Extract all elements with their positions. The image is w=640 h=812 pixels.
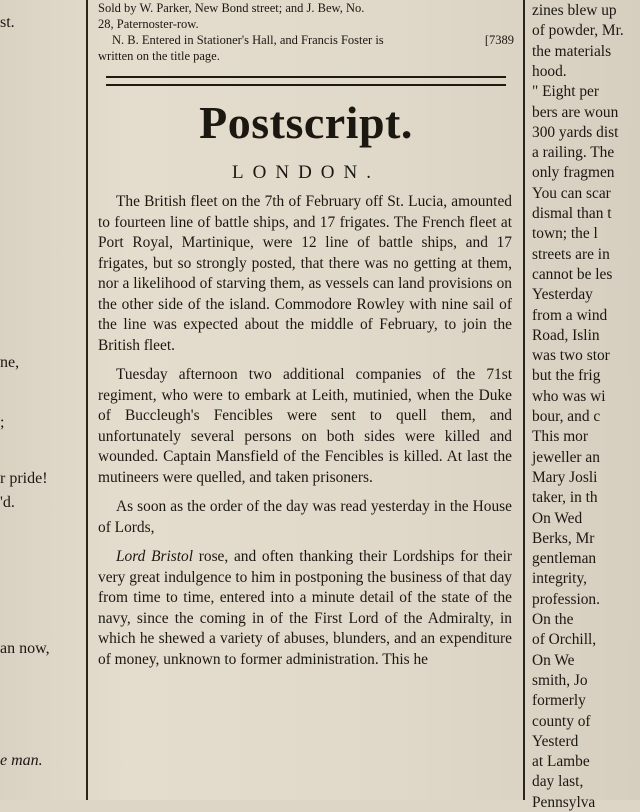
paragraph-3: As soon as the order of the day was read yesterday in the House of Lords, xyxy=(98,498,512,536)
right-fragment: profession. xyxy=(532,590,600,608)
right-fragment: town; the l xyxy=(532,225,598,243)
right-fragment: of powder, Mr. xyxy=(532,22,624,40)
right-fragment: On We xyxy=(532,651,575,669)
left-fragment: an now, xyxy=(0,640,50,657)
left-fragment: e man. xyxy=(0,752,43,769)
colophon xyxy=(98,0,516,64)
right-fragment: Berks, Mr xyxy=(532,529,595,547)
paragraph-2: Tuesday afternoon two additional companies of the 71st regiment, who were to embark at Leith, mutinied, when the Duke of Buccleugh's Fencibles were sent to quell them, and unfortunately several persons on both sides were killed and wounded. Captain Mansfield of the Fencibles is killed. At last the mutineers were quelled, and taken prisoners. xyxy=(98,366,512,486)
right-fragment: This mor xyxy=(532,428,589,446)
right-fragment: of Orchill, xyxy=(532,631,597,649)
right-fragment: who was wi xyxy=(532,387,606,405)
right-fragment: a railing. The xyxy=(532,144,615,162)
left-fragment: ; xyxy=(0,414,5,431)
right-fragment: " Eight per xyxy=(532,83,599,101)
right-fragment: smith, Jo xyxy=(532,671,588,689)
paragraph-4 xyxy=(98,547,512,670)
right-fragment: 300 yards dist xyxy=(532,123,619,141)
right-fragment: only fragmen xyxy=(532,164,615,182)
right-fragment: Mary Josli xyxy=(532,468,598,486)
right-fragment: You can scar xyxy=(532,184,611,202)
colophon-line-1: Sold by W. Parker, New Bond street; and J. Bew, No. xyxy=(98,1,365,15)
column-rule-left xyxy=(86,0,88,800)
right-fragment: at Lambe xyxy=(532,753,590,771)
right-fragment: county of xyxy=(532,712,591,730)
right-fragment: was two stor xyxy=(532,347,610,365)
right-fragment: Yesterday xyxy=(532,286,593,304)
right-fragment: Yesterd xyxy=(532,732,579,750)
paragraph-1: The British fleet on the 7th of February off St. Lucia, amounted to fourteen line of battle ships, and 17 frigates. The French fleet at Port Royal, Martinique, were 12 line of battle ships, and 17 frigates, but so strongly posted, that there was no getting at them, nor a likelihood of starving them, as vessels can land provisions on the other side of the island. Commodore Rowley with nine sail of the line was expected about the middle of February, to join the British fleet. xyxy=(98,193,512,354)
speaker-name: Lord Bristol xyxy=(116,548,194,565)
right-fragment: Pennsylva xyxy=(532,793,596,811)
colophon-line-3: N. B. Entered in Stationer's Hall, and Francis Foster is xyxy=(112,33,384,47)
right-column xyxy=(528,0,640,811)
right-fragment: the materials xyxy=(532,42,612,60)
right-fragment: zines blew up xyxy=(532,2,617,19)
right-fragment: but the frig xyxy=(532,367,601,385)
right-fragment: streets are in xyxy=(532,245,610,263)
main-column xyxy=(92,0,520,800)
right-fragment: bour, and c xyxy=(532,408,601,425)
colophon-line-4: written on the title page. xyxy=(98,49,220,63)
paragraph-4-text: rose, and often thanking their Lordships for their very great indulgence to him in postponing the business of that day from time to time, entered into a minute detail of the state of the navy, since the coming in of the First Lord of the Admiralty, in which he shewed a variety of abuses, blunders, and an expenditure of money, unknown to former administration. This he xyxy=(98,548,513,668)
left-fragment: 'd. xyxy=(0,494,15,511)
right-fragment: taker, in th xyxy=(532,489,598,507)
right-fragment: jeweller an xyxy=(532,448,600,466)
colophon-number: [7389 xyxy=(484,33,514,47)
right-fragment: cannot be les xyxy=(532,265,613,283)
left-fragment: ne, xyxy=(0,354,20,371)
right-fragment: Road, Islin xyxy=(532,326,600,344)
double-rule xyxy=(106,76,506,86)
left-column xyxy=(0,0,82,800)
right-fragment: integrity, xyxy=(532,570,587,588)
left-fragment: st. xyxy=(0,14,15,31)
colophon-line-2: 28, Paternoster-row. xyxy=(98,17,199,31)
right-fragment: from a wind xyxy=(532,306,608,324)
dateline: LONDON. xyxy=(232,162,380,183)
right-fragment: dismal than t xyxy=(532,205,612,222)
right-fragment: gentleman xyxy=(532,550,597,568)
left-fragment: r pride! xyxy=(0,470,48,487)
right-fragment: formerly xyxy=(532,692,586,710)
page-title: Postscript. xyxy=(199,97,413,148)
right-fragment: hood. xyxy=(532,62,567,80)
right-fragment: bers are woun xyxy=(532,103,619,121)
column-rule-right xyxy=(523,0,525,800)
right-fragment: On the xyxy=(532,611,574,628)
article-body xyxy=(98,192,512,679)
right-fragment: On Wed xyxy=(532,509,583,527)
right-fragment: day last, xyxy=(532,773,584,791)
